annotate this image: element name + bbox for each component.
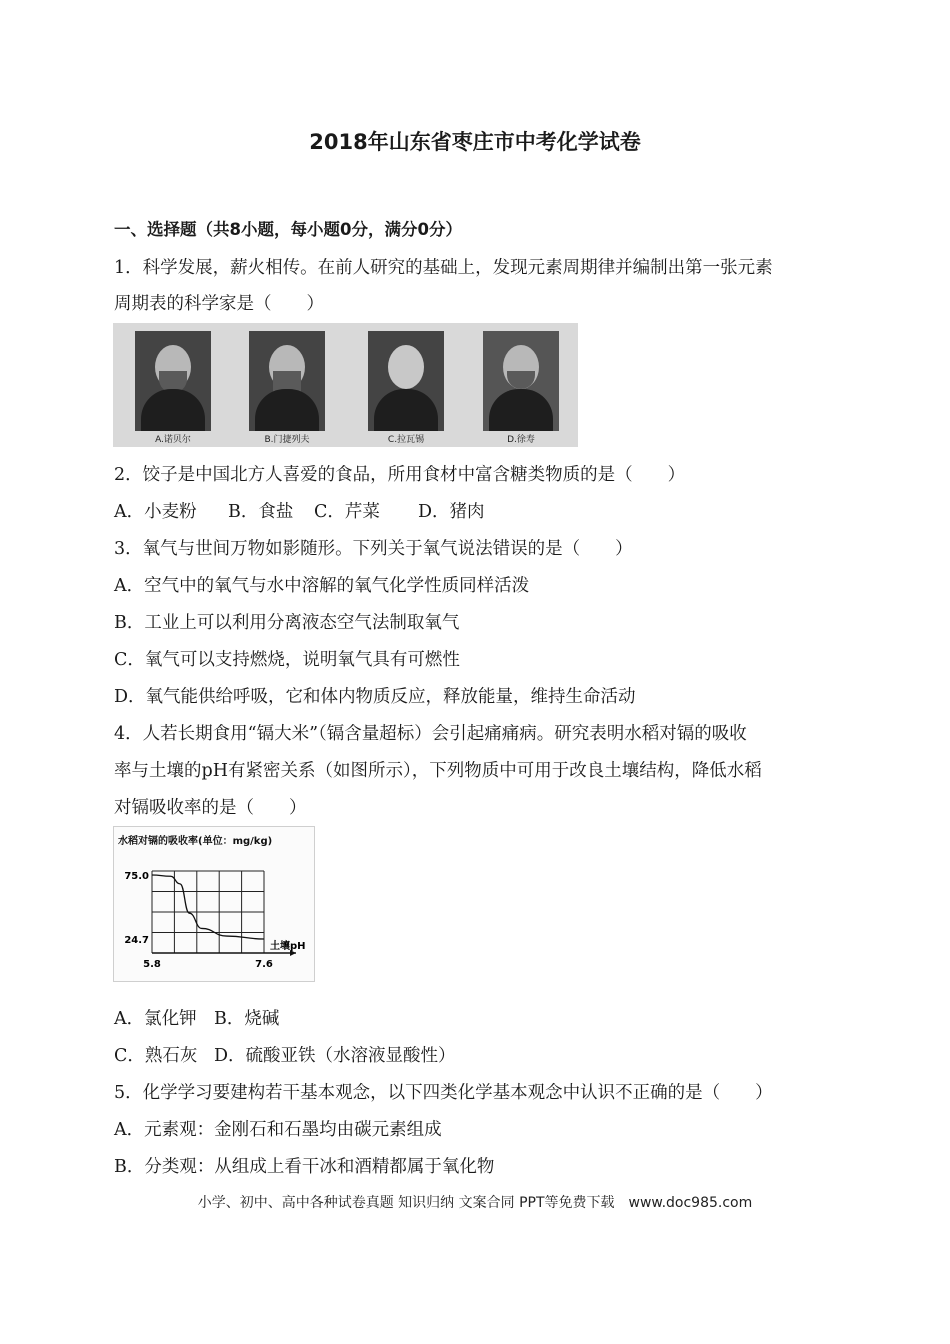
portrait-xu-shou [483,331,559,443]
q4-option-a: A．氯化钾 [114,1009,197,1029]
portrait-photo [135,331,211,431]
portrait-photo [368,331,444,431]
portrait-caption: A.诺贝尔 [155,435,191,445]
q2-option-a: A．小麦粉 [114,502,197,522]
section-heading: 一、选择题（共8小题，每小题0分，满分0分） [114,220,462,239]
q5-option-a: A．元素观：金刚石和石墨均由碳元素组成 [114,1120,442,1140]
portrait-caption: D.徐寿 [507,435,535,445]
portrait-photo [249,331,325,431]
scientist-portraits [113,323,578,447]
q4-option-b: B．烧碱 [214,1009,280,1029]
q5-option-b: B．分类观：从组成上看干冰和酒精都属于氧化物 [114,1157,495,1177]
q2-option-b: B．食盐 [228,502,294,522]
q2-options [114,498,485,523]
portrait-nobel [135,331,211,443]
x-tick-label: 5.8 [143,959,161,970]
q2-option-d: D．猪肉 [418,502,485,522]
q4-stem-line-2: 率与土壤的pH有紧密关系（如图所示），下列物质中可用于改良土壤结构，降低水稻 [114,761,762,781]
page-footer: 小学、初中、高中各种试卷真题 知识归纳 文案合同 PPT等免费下载 www.doc985.com [197,1195,753,1211]
x-axis-label: 土壤pH [270,941,306,952]
chart-title: 水稻对镉的吸收率(单位：mg/kg) [118,836,273,847]
q3-option-c: C．氧气可以支持燃烧，说明氧气具有可燃性 [114,650,460,670]
chart-svg [114,827,314,981]
page-title: 2018年山东省枣庄市中考化学试卷 [309,130,641,154]
q4-options-row-1 [114,1005,279,1030]
portrait-photo [483,331,559,431]
portrait-caption: C.拉瓦锡 [387,435,425,445]
portrait-mendeleev [249,331,325,443]
y-tick-label: 75.0 [124,871,149,882]
portrait-caption: B.门捷列夫 [264,435,310,445]
y-tick-label: 24.7 [124,935,149,946]
q3-option-d: D．氧气能供给呼吸，它和体内物质反应，释放能量，维持生命活动 [114,687,636,707]
q3-stem: 3．氧气与世间万物如影随形。下列关于氧气说法错误的是（ ） [114,539,633,559]
q4-option-c: C．熟石灰 [114,1046,198,1066]
q2-stem: 2．饺子是中国北方人喜爱的食品，所用食材中富含糖类物质的是（ ） [114,465,686,485]
q4-stem-line-1: 4．人若长期食用“镉大米”（镉含量超标）会引起痛痛病。研究表明水稻对镉的吸收 [114,724,747,744]
q2-option-c: C．芹菜 [314,502,380,522]
portrait-lavoisier [368,331,444,443]
chart-grid [152,871,264,953]
q1-stem-line-1: 1．科学发展，薪火相传。在前人研究的基础上，发现元素周期律并编制出第一张元素 [114,258,773,278]
q3-option-a: A．空气中的氧气与水中溶解的氧气化学性质同样活泼 [114,576,530,596]
q3-option-b: B．工业上可以利用分离液态空气法制取氧气 [114,613,460,633]
q4-options-row-2 [114,1042,456,1067]
x-tick-label: 7.6 [255,959,273,970]
q4-option-d: D．硫酸亚铁（水溶液显酸性） [214,1046,456,1066]
series-line [152,875,264,939]
q4-stem-line-3: 对镉吸收率的是（ ） [114,798,307,818]
cadmium-absorption-chart [113,826,315,982]
q1-stem-line-2: 周期表的科学家是（ ） [114,294,324,314]
q5-stem: 5．化学学习要建构若干基本观念，以下四类化学基本观念中认识不正确的是（ ） [114,1083,773,1103]
